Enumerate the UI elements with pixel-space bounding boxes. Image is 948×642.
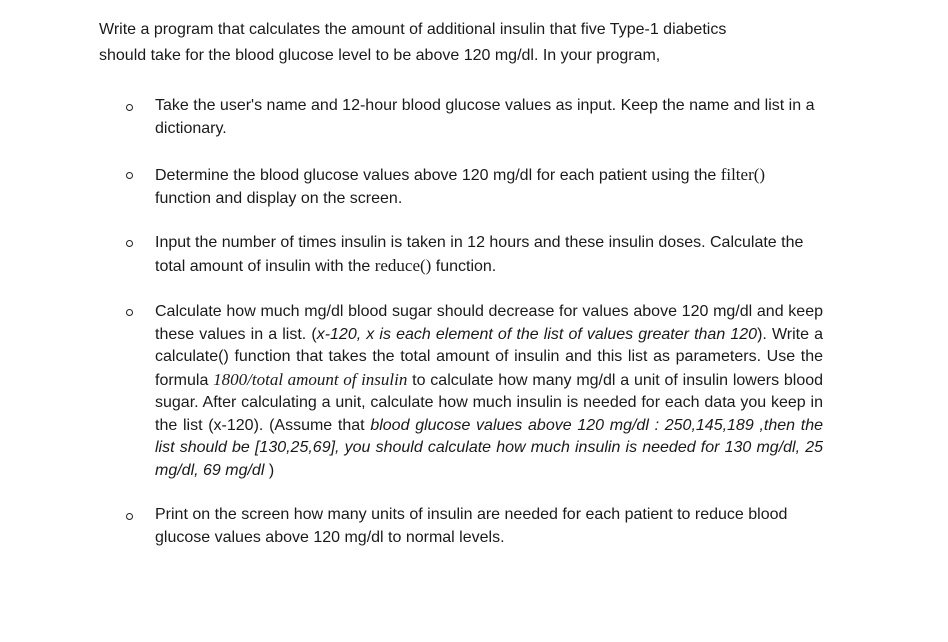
list-item-print xyxy=(155,504,823,549)
list-item-text: function that takes the total amount of insulin and this list as parameters. Use the formula xyxy=(155,348,823,389)
hollow-bullet-icon xyxy=(126,172,133,179)
intro-line-2: should take for the blood glucose level to be above 120 mg/dl. In your program, xyxy=(99,47,661,64)
list-item-text: function. xyxy=(431,257,497,275)
hollow-bullet-icon xyxy=(126,240,133,247)
insulin-formula: 1800/total amount of insulin xyxy=(213,369,408,389)
list-item-text: Input the number of times insulin is taken in 12 hours and these insulin doses. Calculate the total amount of insulin with the xyxy=(155,234,804,275)
list-item-text: Print on the screen how many units of insulin are needed for each patient to reduce blood glucose values above 120 mg/dl to normal levels. xyxy=(155,506,788,546)
reduce-function-name: reduce() xyxy=(374,255,432,275)
list-item-filter xyxy=(155,164,823,210)
list-item-reduce xyxy=(155,232,823,278)
list-item-take-input xyxy=(155,95,823,140)
list-item-text: to calculate how many mg/dl a unit of insulin lowers blood sugar. After calculating a unit, calculate how much insulin is needed for each data you keep in the list (x-120). (Assume that xyxy=(155,371,824,434)
list-item-text: Take the user's name and 12-hour blood glucose values as input. Keep the name and list in a dictionary. xyxy=(155,97,815,137)
list-item-italic-text: blood glucose values above 120 mg/dl : 250,145,189 ,then the list should be [130,25,69], you should calculate how much insulin is needed for 130 mg/dl, 25 mg/dl, 69 mg/dl xyxy=(155,416,823,479)
intro-paragraph xyxy=(99,17,839,69)
list-item-text: ). Write a xyxy=(757,325,824,343)
hollow-bullet-icon xyxy=(126,309,133,316)
list-item-italic-text: x-120, x is each element of the list of values greater than 120 xyxy=(316,325,758,343)
hollow-bullet-icon xyxy=(126,513,133,520)
list-item-text: Determine the blood glucose values above 120 mg/dl for each patient using the xyxy=(155,167,721,184)
list-item-text: Calculate how much mg/dl blood sugar should decrease for values above 120 mg/dl and keep these values in a list. ( xyxy=(155,303,823,343)
filter-function-name: filter() xyxy=(720,165,766,184)
list-item-calculate xyxy=(155,301,823,482)
list-item-text: function and display on the screen. xyxy=(155,189,403,207)
list-item-text: ) xyxy=(264,461,275,479)
calculate-function-name: calculate() xyxy=(155,348,229,365)
hollow-bullet-icon xyxy=(126,104,133,111)
intro-line-1: Write a program that calculates the amount of additional insulin that five Type-1 diabetics xyxy=(99,21,727,38)
